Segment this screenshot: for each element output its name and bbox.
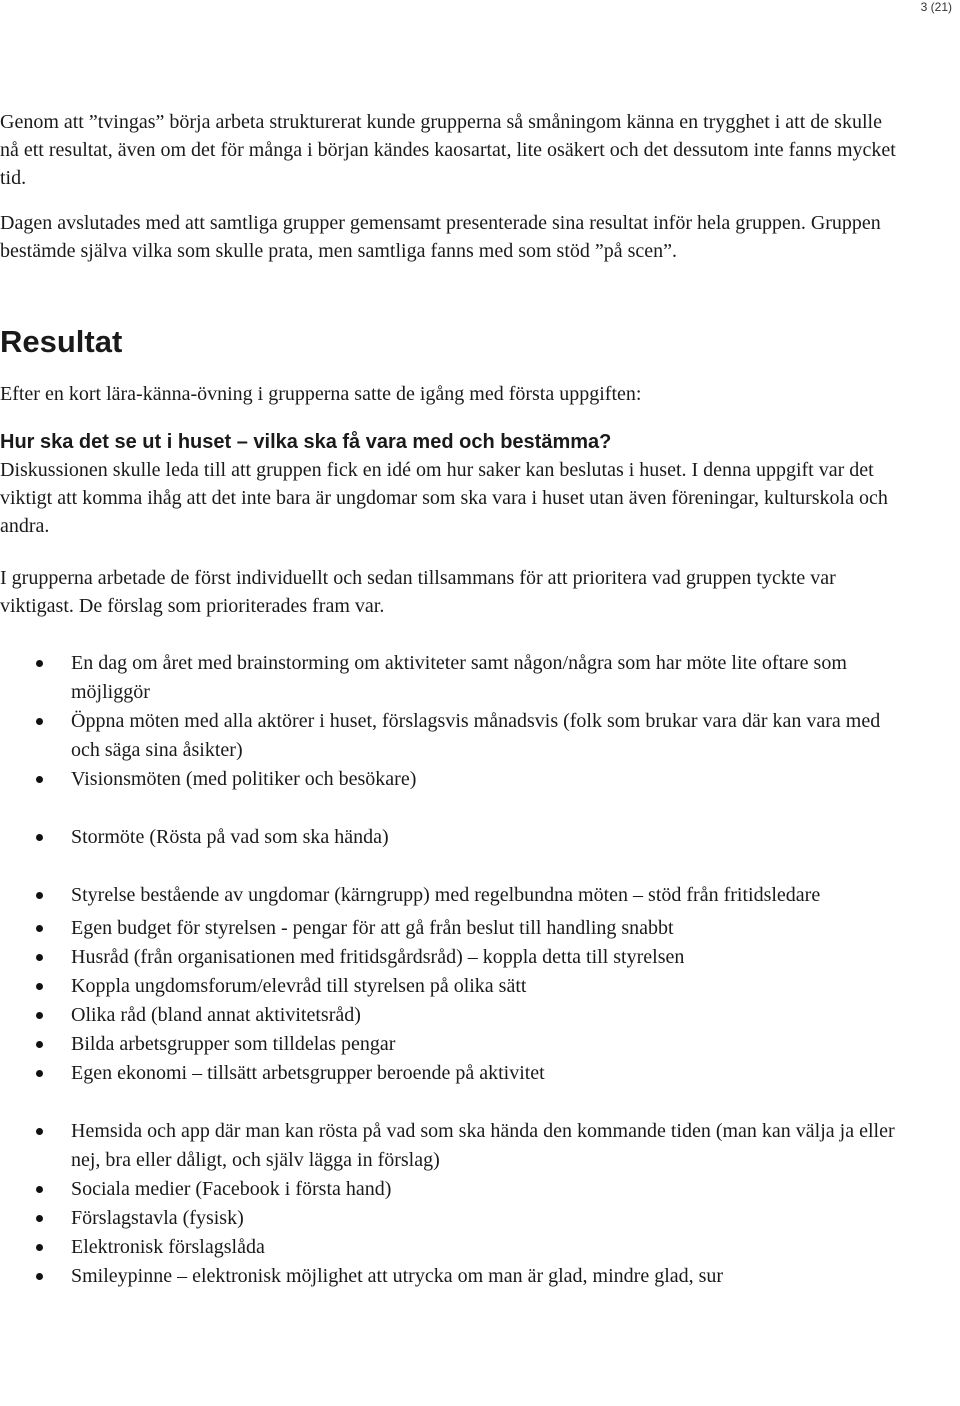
list-item: Visionsmöten (med politiker och besökare) [0, 765, 900, 794]
list-item: Förslagstavla (fysisk) [0, 1204, 900, 1233]
task-question: Hur ska det se ut i huset – vilka ska få vara med och bestämma? [0, 431, 612, 453]
list-item: Olika råd (bland annat aktivitetsråd) [0, 1001, 900, 1030]
list-item: Styrelse bestående av ungdomar (kärngrupp) med regelbundna möten – stöd från fritidsledare [0, 881, 900, 910]
section-intro: Efter en kort lära-känna-övning i grupperna satte de igång med första uppgiften: [0, 383, 642, 405]
list-item: Stormöte (Rösta på vad som ska hända) [0, 823, 900, 852]
list-item: Elektronisk förslagslåda [0, 1233, 900, 1262]
paragraph-4: I grupperna arbetade de först individuellt och sedan tillsammans för att prioritera vad gruppen tyckte var viktigast. De förslag som prioriterades fram var. [0, 567, 836, 617]
list-item: Husråd (från organisationen med fritidsgårdsråd) – koppla detta till styrelsen [0, 943, 900, 972]
list-item: En dag om året med brainstorming om aktiviteter samt någon/några som har möte lite oftare som möjliggör [0, 649, 900, 707]
list-item: Koppla ungdomsforum/elevråd till styrelsen på olika sätt [0, 972, 900, 1001]
paragraph-1: Genom att ”tvingas” börja arbeta strukturerat kunde grupperna så småningom känna en trygghet i att de skulle nå ett resultat, även om det för många i början kändes kaosartat, lite osäkert och det dessutom inte fanns mycket tid. [0, 111, 896, 189]
list-item: Öppna möten med alla aktörer i huset, förslagsvis månadsvis (folk som brukar vara där kan vara med och säga sina åsikter) [0, 707, 900, 765]
list-item: Hemsida och app där man kan rösta på vad som ska hända den kommande tiden (man kan välja ja eller nej, bra eller dåligt, och själv lägga in förslag) [0, 1117, 900, 1175]
page-number: 3 (21) [920, 0, 952, 14]
list-item: Egen budget för styrelsen - pengar för att gå från beslut till handling snabbt [0, 914, 900, 943]
document-body [0, 108, 900, 1291]
paragraph-3: Diskussionen skulle leda till att gruppen fick en idé om hur saker kan beslutas i huset. I denna uppgift var det viktigt att komma ihåg att det inte bara är ungdomar som ska vara i huset utan även föreningar, kulturskola och andra. [0, 459, 888, 537]
proposal-list [0, 649, 900, 1291]
paragraph-2: Dagen avslutades med att samtliga grupper gemensamt presenterade sina resultat inför hela gruppen. Gruppen bestämde själva vilka som skulle prata, men samtliga fanns med som stöd ”på scen”. [0, 212, 881, 262]
list-item: Smileypinne – elektronisk möjlighet att utrycka om man är glad, mindre glad, sur [0, 1262, 900, 1291]
list-item: Bilda arbetsgrupper som tilldelas pengar [0, 1030, 900, 1059]
list-item: Sociala medier (Facebook i första hand) [0, 1175, 900, 1204]
section-heading: Resultat [0, 324, 123, 359]
list-item: Egen ekonomi – tillsätt arbetsgrupper beroende på aktivitet [0, 1059, 900, 1088]
